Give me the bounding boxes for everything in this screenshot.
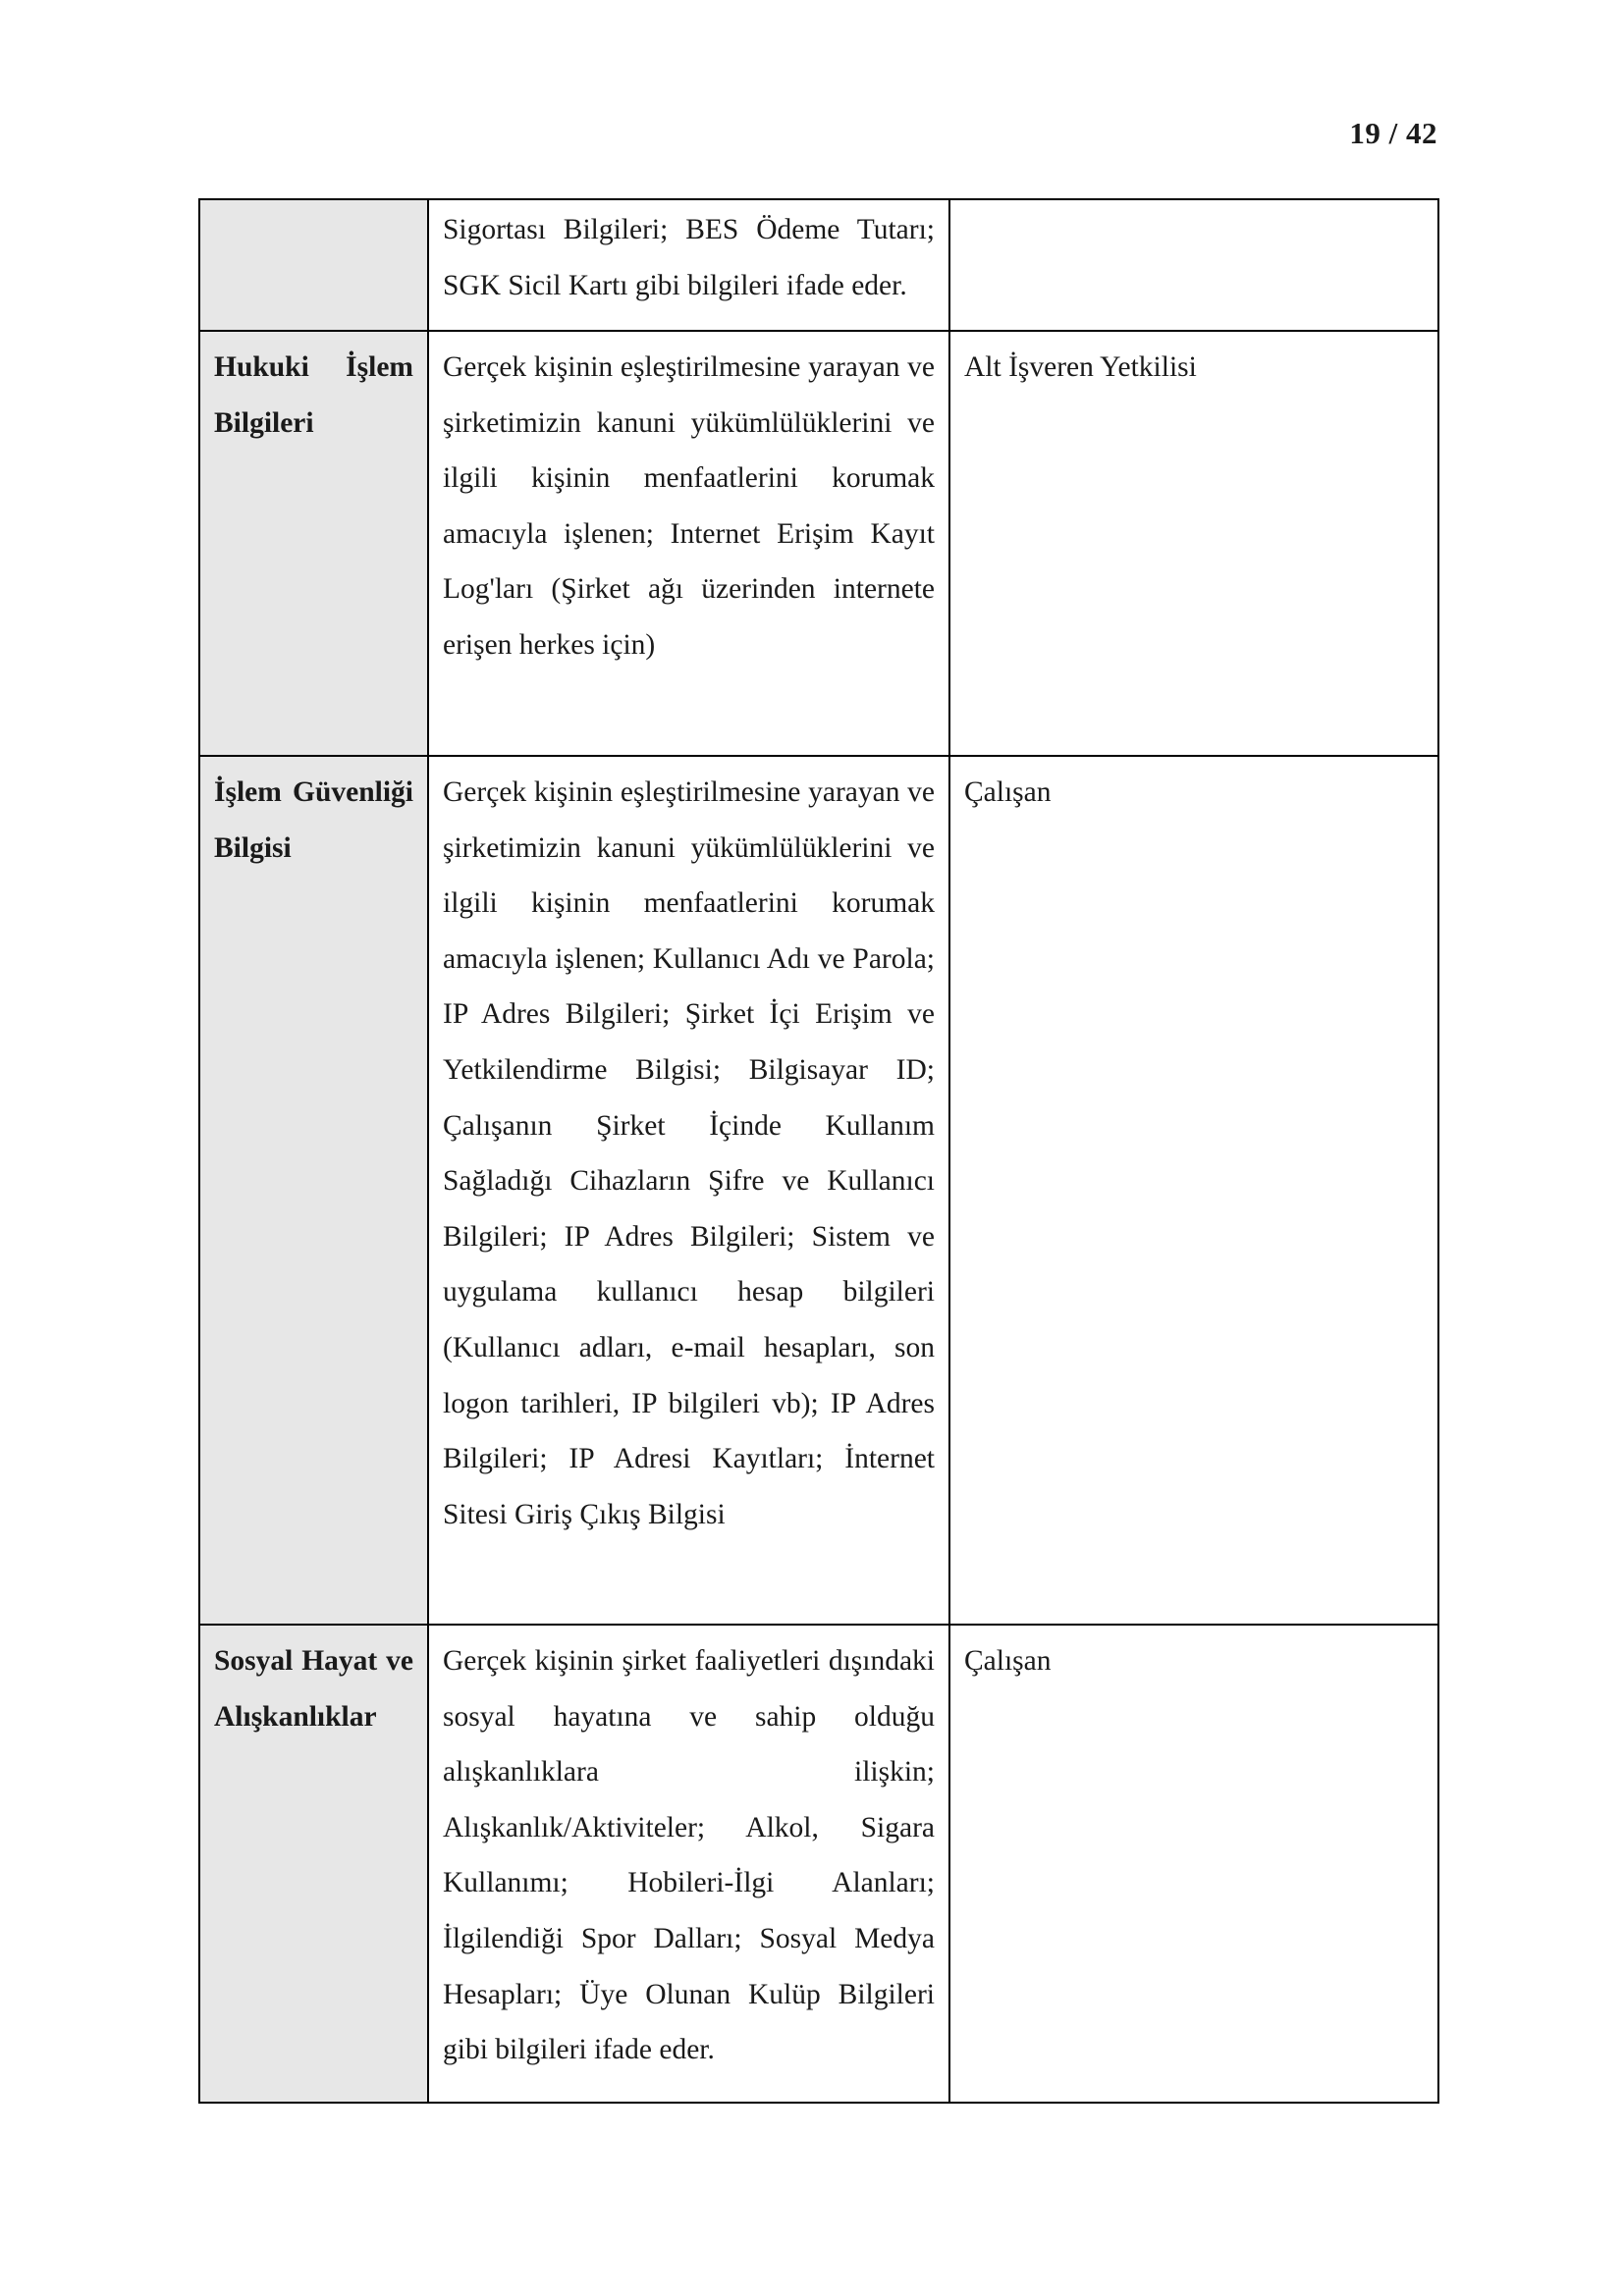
description-cell: Gerçek kişinin eşleştirilmesine yarayan ve şirketimizin kanuni yükümlülüklerini ve ilgili kişinin menfaatlerini korumak amacıyla işlenen; Internet Erişim Kayıt Log'ları (Şirket ağı üzerinden internete erişen herkes için)	[428, 331, 949, 756]
person-group-cell: Çalışan	[949, 756, 1438, 1625]
table-row	[199, 756, 1438, 1625]
personal-data-table	[198, 198, 1439, 2104]
description-cell: Gerçek kişinin şirket faaliyetleri dışındaki sosyal hayatına ve sahip olduğu alışkanlıklara ilişkin; Alışkanlık/Aktiviteler; Alkol, Sigara Kullanımı; Hobileri-İlgi Alanları; İlgilendiği Spor Dalları; Sosyal Medya Hesapları; Üye Olunan Kulüp Bilgileri gibi bilgileri ifade eder.	[428, 1625, 949, 2103]
category-cell: Sosyal Hayat ve Alışkanlıklar	[199, 1625, 428, 2103]
page-number: 19 / 42	[1349, 116, 1437, 150]
description-cell: Sigortası Bilgileri; BES Ödeme Tutarı; SGK Sicil Kartı gibi bilgileri ifade eder.	[428, 199, 949, 331]
person-group-cell	[949, 199, 1438, 331]
person-group-cell: Çalışan	[949, 1625, 1438, 2103]
person-group-cell: Alt İşveren Yetkilisi	[949, 331, 1438, 756]
category-cell	[199, 199, 428, 331]
category-cell: İşlem Güvenliği Bilgisi	[199, 756, 428, 1625]
table-row	[199, 199, 1438, 331]
category-cell: Hukuki İşlem Bilgileri	[199, 331, 428, 756]
table-row	[199, 1625, 1438, 2103]
description-cell: Gerçek kişinin eşleştirilmesine yarayan ve şirketimizin kanuni yükümlülüklerini ve ilgili kişinin menfaatlerini korumak amacıyla işlenen; Kullanıcı Adı ve Parola; IP Adres Bilgileri; Şirket İçi Erişim ve Yetkilendirme Bilgisi; Bilgisayar ID; Çalışanın Şirket İçinde Kullanım Sağladığı Cihazların Şifre ve Kullanıcı Bilgileri; IP Adres Bilgileri; Sistem ve uygulama kullanıcı hesap bilgileri (Kullanıcı adları, e-mail hesapları, son logon tarihleri, IP bilgileri vb); IP Adres Bilgileri; IP Adresi Kayıtları; İnternet Sitesi Giriş Çıkış Bilgisi	[428, 756, 949, 1625]
table-row	[199, 331, 1438, 756]
